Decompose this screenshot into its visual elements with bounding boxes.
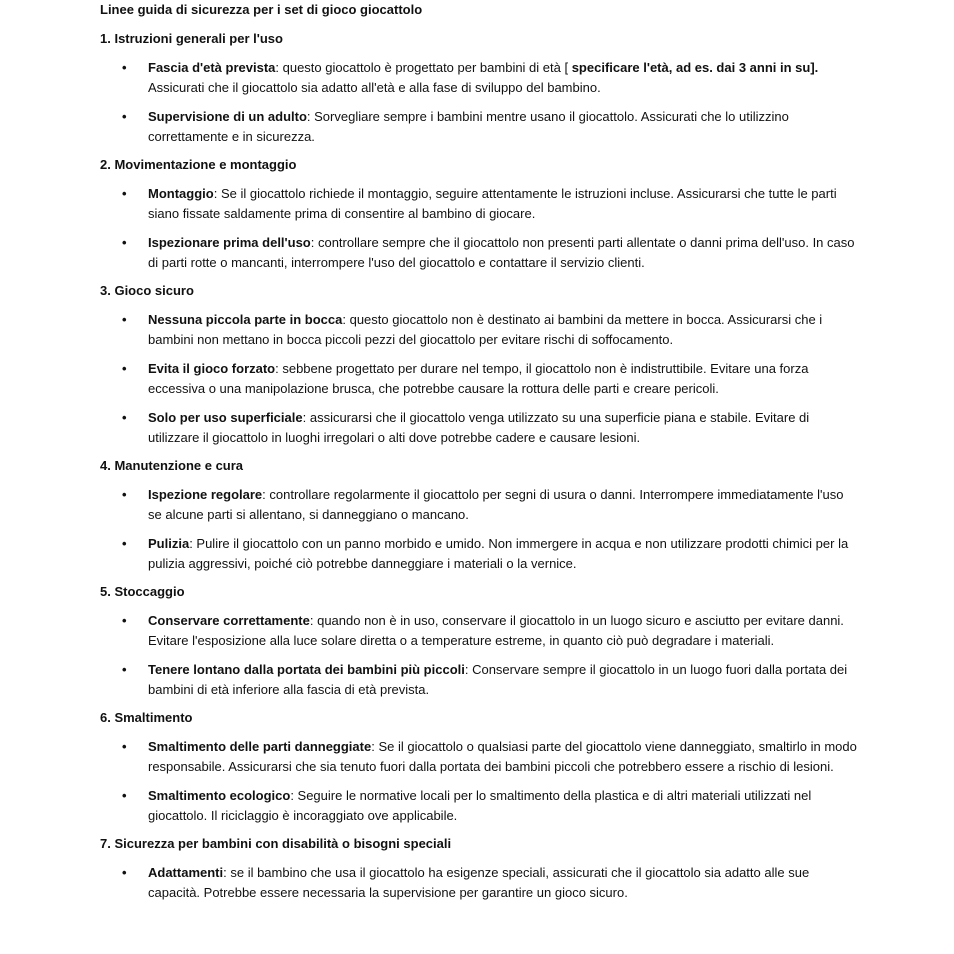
list-item [100,310,860,349]
section-general-instructions [100,29,860,146]
bullet-icon: • [122,739,127,754]
bullet-list [100,485,860,573]
bullet-icon: • [122,662,127,677]
document-body [100,0,860,902]
item-label: Ispezionare prima dell'uso [148,235,311,250]
item-text: : Se il giocattolo richiede il montaggio, seguire attentamente le istruzioni incluse. Assicurarsi che tutte le parti siano fissate saldamente prima di consentire al bambino di giocare. [148,186,837,221]
item-text: : quando non è in uso, conservare il giocattolo in un luogo sicuro e asciutto per evitare danni. Evitare l'esposizione alla luce solare diretta o a temperature estreme, in quanto ciò può degradare i materiali. [148,613,844,648]
item-text: : Sorvegliare sempre i bambini mentre usano il giocattolo. Assicurati che lo utilizzino correttamente e in sicurezza. [148,109,789,144]
item-label: Montaggio [148,186,214,201]
bullet-icon: • [122,487,127,502]
list-item [100,107,860,146]
item-text: : se il bambino che usa il giocattolo ha esigenze speciali, assicurati che il giocattolo sia adatto alle sue capacità. Potrebbe essere necessaria la supervisione per garantire un gioco sicuro. [148,865,810,900]
item-text: : controllare sempre che il giocattolo non presenti parti allentate o danni prima dell'uso. In caso di parti rotte o mancanti, interrompere l'uso del giocattolo e contattare il servizio clienti. [148,235,855,270]
item-label: Tenere lontano dalla portata dei bambini più piccoli [148,662,465,677]
bullet-list [100,737,860,825]
item-label: Solo per uso superficiale [148,410,303,425]
list-item [100,233,860,272]
item-label: Smaltimento ecologico [148,788,291,803]
section-heading: 5. Stoccaggio [100,584,185,599]
item-label: Evita il gioco forzato [148,361,276,376]
item-text: : questo giocattolo non è destinato ai bambini da mettere in bocca. Assicurarsi che i bambini non mettano in bocca piccoli pezzi del giocattolo per evitare rischi di soffocamento. [148,312,823,347]
bullet-list [100,611,860,699]
item-text: : Seguire le normative locali per lo smaltimento della plastica e di altri materiali utilizzati nel giocattolo. Il riciclaggio è incoraggiato ove applicabile. [148,788,812,823]
bullet-icon: • [122,361,127,376]
section-storage [100,582,860,699]
item-text: : Conservare sempre il giocattolo in un luogo fuori dalla portata dei bambini di età inferiore alla fascia di età prevista. [148,662,848,697]
item-text: : Pulire il giocattolo con un panno morbido e umido. Non immergere in acqua e non utilizzare prodotti chimici per la pulizia aggressivi, poiché ciò potrebbe danneggiare i materiali o la vernice. [148,536,849,571]
bullet-icon: • [122,410,127,425]
bullet-list [100,58,860,146]
item-text: : sebbene progettato per durare nel tempo, il giocattolo non è indistruttibile. Evitare una forza eccessiva o una manipolazione brusca, che potrebbe causare la rottura delle parti e creare pericoli. [148,361,809,396]
list-item [100,485,860,524]
item-label: Supervisione di un adulto [148,109,307,124]
item-text: : controllare regolarmente il giocattolo per segni di usura o danni. Interrompere immediatamente l'uso se alcune parti si allentano, si danneggiano o mancano. [148,487,844,522]
list-item [100,660,860,699]
document-title: Linee guida di sicurezza per i set di gioco giocattolo [100,2,423,17]
item-label-age: specificare l'età, ad es. dai 3 anni in su]. [571,60,819,75]
item-text: : questo giocattolo è progettato per bambini di età [ [275,60,572,75]
list-item [100,863,860,902]
section-heading: 2. Movimentazione e montaggio [100,157,297,172]
bullet-icon: • [122,865,127,880]
bullet-icon: • [122,186,127,201]
section-heading: 1. Istruzioni generali per l'uso [100,31,283,46]
bullet-icon: • [122,60,127,75]
item-label: Ispezione regolare [148,487,263,502]
section-safe-play [100,281,860,447]
item-text: : Se il giocattolo o qualsiasi parte del giocattolo viene danneggiato, smaltirlo in modo responsabile. Assicurarsi che sia tenuto fuori dalla portata dei bambini piccoli che potrebbero essere a rischio di lesioni. [148,739,857,774]
section-maintenance [100,456,860,573]
section-special-needs [100,834,860,902]
item-label: Conservare correttamente [148,613,310,628]
list-item [100,611,860,650]
section-heading: 7. Sicurezza per bambini con disabilità o bisogni speciali [100,836,452,851]
item-label: Pulizia [148,536,190,551]
list-item [100,184,860,223]
item-label: Smaltimento delle parti danneggiate [148,739,372,754]
bullet-icon: • [122,536,127,551]
list-item [100,58,860,97]
item-label: Nessuna piccola parte in bocca [148,312,343,327]
bullet-icon: • [122,312,127,327]
item-text-cont: Assicurati che il giocattolo sia adatto all'età e alla fase di sviluppo del bambino. [148,79,601,95]
bullet-icon: • [122,788,127,803]
section-heading: 3. Gioco sicuro [100,283,194,298]
list-item [100,786,860,825]
section-disposal [100,708,860,825]
list-item [100,737,860,776]
bullet-list [100,863,860,902]
item-label: Adattamenti [148,865,224,880]
bullet-list [100,310,860,447]
list-item [100,408,860,447]
item-label: Fascia d'età prevista [148,60,276,75]
item-text: : assicurarsi che il giocattolo venga utilizzato su una superficie piana e stabile. Evitare di utilizzare il giocattolo in luoghi irregolari o alti dove potrebbe cadere e causare lesioni. [148,410,810,445]
list-item [100,534,860,573]
bullet-list [100,184,860,272]
list-item [100,359,860,398]
section-heading: 6. Smaltimento [100,710,193,725]
bullet-icon: • [122,109,127,124]
section-heading: 4. Manutenzione e cura [100,458,244,473]
bullet-icon: • [122,235,127,250]
bullet-icon: • [122,613,127,628]
section-handling-assembly [100,155,860,272]
